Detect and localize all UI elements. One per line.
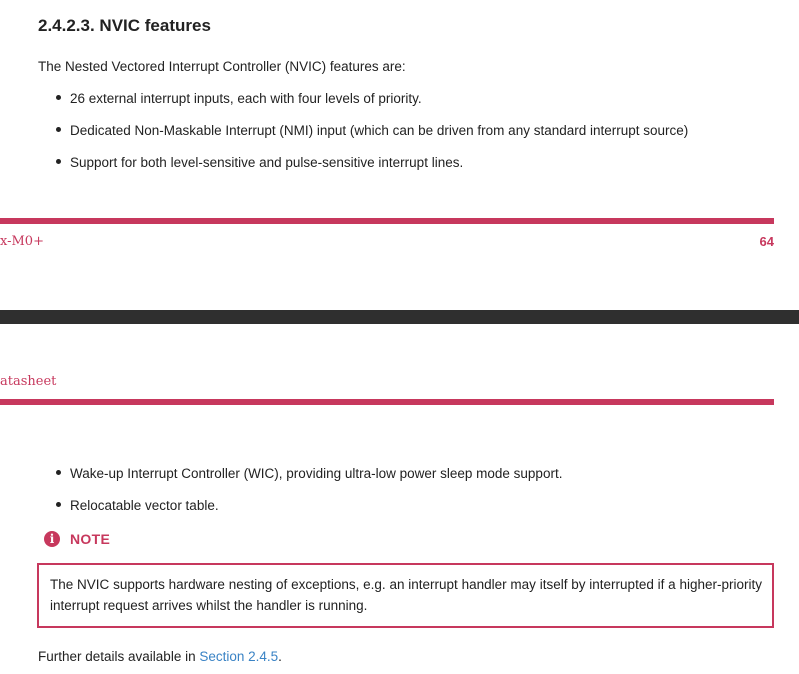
list-item-text: Relocatable vector table.	[70, 498, 219, 513]
list-item-text: Dedicated Non-Maskable Interrupt (NMI) input (which can be driven from any standard interrupt source)	[70, 123, 689, 138]
list-item	[56, 91, 422, 106]
note-label	[44, 531, 110, 547]
footer-title: x-M0+	[0, 234, 44, 249]
bullet-icon	[56, 91, 70, 106]
page-break	[0, 310, 799, 324]
further-details	[38, 649, 282, 664]
list-item-text: 26 external interrupt inputs, each with four levels of priority.	[70, 91, 422, 106]
list-item-text: Wake-up Interrupt Controller (WIC), providing ultra-low power sleep mode support.	[70, 466, 563, 481]
list-item	[56, 466, 562, 481]
bullet-icon	[56, 155, 70, 170]
further-suffix: .	[278, 649, 282, 664]
page-number: 64	[759, 234, 774, 249]
bullet-icon	[56, 123, 70, 138]
intro-paragraph: The Nested Vectored Interrupt Controller (NVIC) features are:	[38, 59, 406, 74]
list-item-text: Support for both level-sensitive and pulse-sensitive interrupt lines.	[70, 155, 464, 170]
list-item	[56, 123, 688, 138]
further-prefix: Further details available in	[38, 649, 200, 664]
list-item	[56, 155, 463, 170]
header-rule	[0, 399, 774, 405]
footer-rule	[0, 218, 774, 224]
bullet-icon	[56, 498, 70, 513]
note-title: NOTE	[70, 531, 111, 547]
section-heading: 2.4.2.3. NVIC features	[38, 16, 211, 35]
bullet-icon	[56, 466, 70, 481]
list-item	[56, 498, 219, 513]
note-text: The NVIC supports hardware nesting of exceptions, e.g. an interrupt handler may itself by interrupted if a higher-priority interrupt request arrives whilst the handler is running.	[50, 577, 762, 613]
header-title: atasheet	[0, 374, 57, 389]
section-link[interactable]: Section 2.4.5	[199, 649, 279, 664]
note-box	[37, 563, 774, 628]
info-icon: i	[44, 531, 60, 547]
